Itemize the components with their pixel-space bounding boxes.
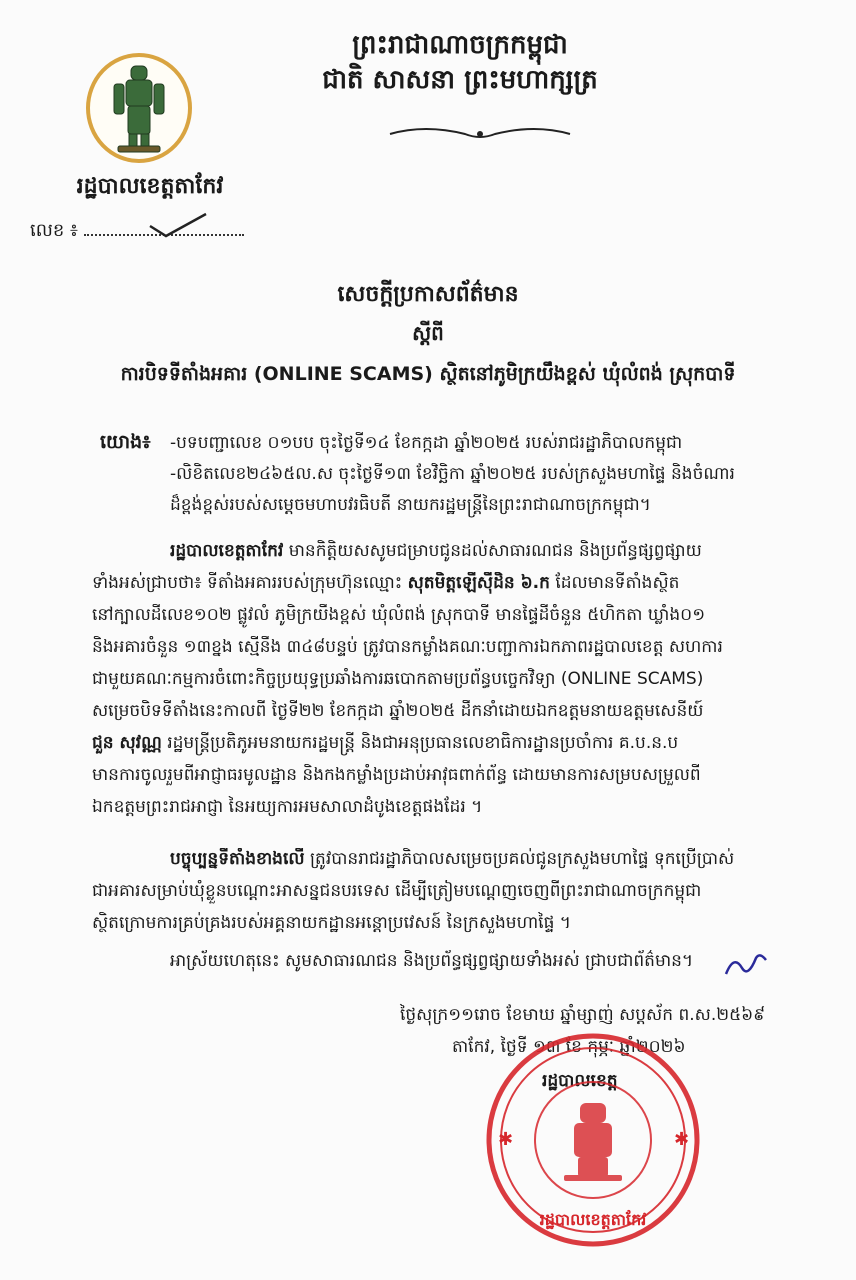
issuing-authority: រដ្ឋបាលខេត្តតាកែវ [76, 174, 224, 199]
p2-l1-text: ត្រូវបានរាជរដ្ឋាភិបាលសម្រេចប្រគល់ជូនក្រសួងមហាផ្ទៃ ទុកប្រើប្រាស់ [304, 849, 735, 869]
handwritten-mark-icon [720, 950, 770, 980]
p1-l2b: ដែលមានទីតាំងស្ថិត [549, 573, 680, 593]
kingdom-header [280, 28, 640, 98]
paragraph-1-line-1 [170, 540, 702, 565]
location-bold: បច្ចុប្បន្នទីតាំងខាងលើ [170, 849, 305, 869]
paragraph-1-line-6: សម្រេចបិទទីតាំងនេះកាលពី ថ្ងៃទី២២ ខែកក្កដា ឆ្នាំ២០២៥ ដឹកនាំដោយឯកឧត្តមនាយឧត្តមសេនីយ៍ [92, 701, 704, 721]
official-seal-icon [478, 1025, 708, 1255]
svg-text:✱: ✱ [498, 1129, 514, 1150]
reference-label: លេខ ៖ [30, 220, 78, 241]
paragraph-2-line-3: ស្ថិតក្រោមការគ្រប់គ្រងរបស់អគ្គនាយកដ្ឋានអន្ដោប្រវេសន៍ នៃក្រសួងមហាផ្ទៃ ។ [92, 913, 571, 933]
signing-office: រដ្ឋបាលខេត្ត [542, 1071, 618, 1091]
nation-motto: ជាតិ សាសនា ព្រះមហាក្សត្រ [322, 65, 598, 96]
reference-item-2: -លិខិតលេខ២៤៦៥ល.ស ចុះថ្ងៃទី១៣ ខែវិច្ឆិកា ឆ្នាំ២០២៥ របស់ក្រសួងមហាផ្ទៃ និងចំណារ [170, 464, 735, 484]
paragraph-1-line-5: ជាមួយគណៈកម្មការចំពោះកិច្ចប្រយុទ្ធប្រឆាំងការឆបោកតាមប្រព័ន្ធបច្ចេកវិទ្យា (ONLINE SCAMS) [92, 669, 704, 689]
paragraph-1-line-9: ឯកឧត្តមព្រះរាជអាជ្ញា នៃអយ្យការអមសាលាដំបូងខេត្តផងដែរ ។ [92, 797, 483, 817]
reference-number [30, 218, 244, 245]
seal-ring-text: រដ្ឋបាលខេត្តតាកែវ [539, 1210, 647, 1229]
paragraph-1-line-7 [92, 732, 678, 757]
paragraph-1-line-3: នៅក្បាលដីលេខ១០២ ផ្លូវលំ ភូមិក្រយឹងខ្ពស់ ឃុំលំពង់ ស្រុកបាទី មានផ្ទៃដីចំនួន ៥ហិកតា ឃ្លាំង០១ [92, 605, 706, 625]
kingdom-title: ព្រះរាជាណាចក្រកម្ពុជា [352, 30, 568, 60]
title-main: សេចក្ដីប្រកាសព័ត៌មាន [337, 282, 519, 307]
reference-item-1: -បទបញ្ជាលេខ ០១បប ចុះថ្ងៃទី១៤ ខែកក្កដា ឆ្នាំ២០២៥ របស់រាជរដ្ឋាភិបាលកម្ពុជា [170, 433, 683, 453]
announcement-title [60, 280, 796, 390]
p1-l2a: ទាំងអស់ជ្រាបថា៖ ទីតាំងអគាររបស់ក្រុមហ៊ុនឈ្មោះ [92, 573, 408, 593]
title-subject: ការបិទទីតាំងអគារ (ONLINE SCAMS) ស្ថិតនៅភូមិក្រយឹងខ្ពស់ ឃុំលំពង់ ស្រុកបាទី [120, 363, 736, 385]
paragraph-1-line-4: និងអគារចំនួន ១៣ខ្នង ស្មើនឹង ៣៤៨បន្ទប់ ត្រូវបានកម្លាំងគណៈបញ្ជាការឯកភាពរដ្ឋបាលខេត្ត សហការ [92, 637, 723, 657]
paragraph-1-line-8: មានការចូលរួមពីអាជ្ញាធរមូលដ្ឋាន និងកងកម្លាំងប្រដាប់អាវុធពាក់ព័ន្ធ ដោយមានការសម្របសម្រួលពី [92, 765, 701, 785]
title-about: ស្ដីពី [412, 321, 444, 345]
paragraph-2-line-2: ជាអគារសម្រាប់ឃុំខ្លួនបណ្ដោះអាសន្នជនបរទេស ដើម្បីត្រៀមបណ្ដេញចេញពីព្រះរាជាណាចក្រកម្ពុជា [92, 881, 702, 901]
p1-l1-text: មានកិត្តិយសសូមជម្រាបជូនដល់សាធារណជន និងប្រព័ន្ធផ្សព្វផ្សាយ [283, 541, 702, 561]
authority-bold: រដ្ឋបាលខេត្តតាកែវ [170, 541, 284, 561]
paragraph-1-line-2 [92, 572, 679, 597]
svg-text:✱: ✱ [674, 1129, 690, 1150]
paragraph-3: អាស្រ័យហេតុនេះ សូមសាធារណជន និងប្រព័ន្ធផ្សព្វផ្សាយទាំងអស់ ជ្រាបជាព័ត៌មាន។ [170, 951, 694, 971]
checkmark-icon [148, 212, 208, 238]
paragraph-2-line-1 [170, 848, 734, 873]
p1-l7-text: រដ្ឋមន្ត្រីប្រតិភូអមនាយករដ្ឋមន្ត្រី និងជាអនុប្រធានលេខាធិការដ្ឋានប្រចាំការ គ.ប.ន.ប [161, 733, 679, 753]
ornament-flourish [385, 122, 575, 146]
provincial-emblem-icon [84, 52, 194, 164]
solar-date: តាកែវ, ថ្ងៃទី ១៣ ខែ កុម្ភៈ ឆ្នាំ២០២៦ [452, 1037, 686, 1057]
company-name: សុតមិត្តឡើស៊ីដិន ៦.ក [407, 573, 550, 593]
references-label: យោង៖ [100, 431, 151, 453]
lunar-date: ថ្ងៃសុក្រ១១រោច ខែមាឃ ឆ្នាំម្សាញ់ សប្តស័ក ព.ស.២៥៦៩ [400, 1005, 766, 1025]
official-name: ជួន សុវណ្ណ [92, 733, 162, 753]
reference-item-2-cont: ដ៏ខ្ពង់ខ្ពស់របស់សម្ដេចមហាបវរធិបតី នាយករដ្ឋមន្ត្រីនៃព្រះរាជាណាចក្រកម្ពុជា។ [170, 495, 651, 515]
